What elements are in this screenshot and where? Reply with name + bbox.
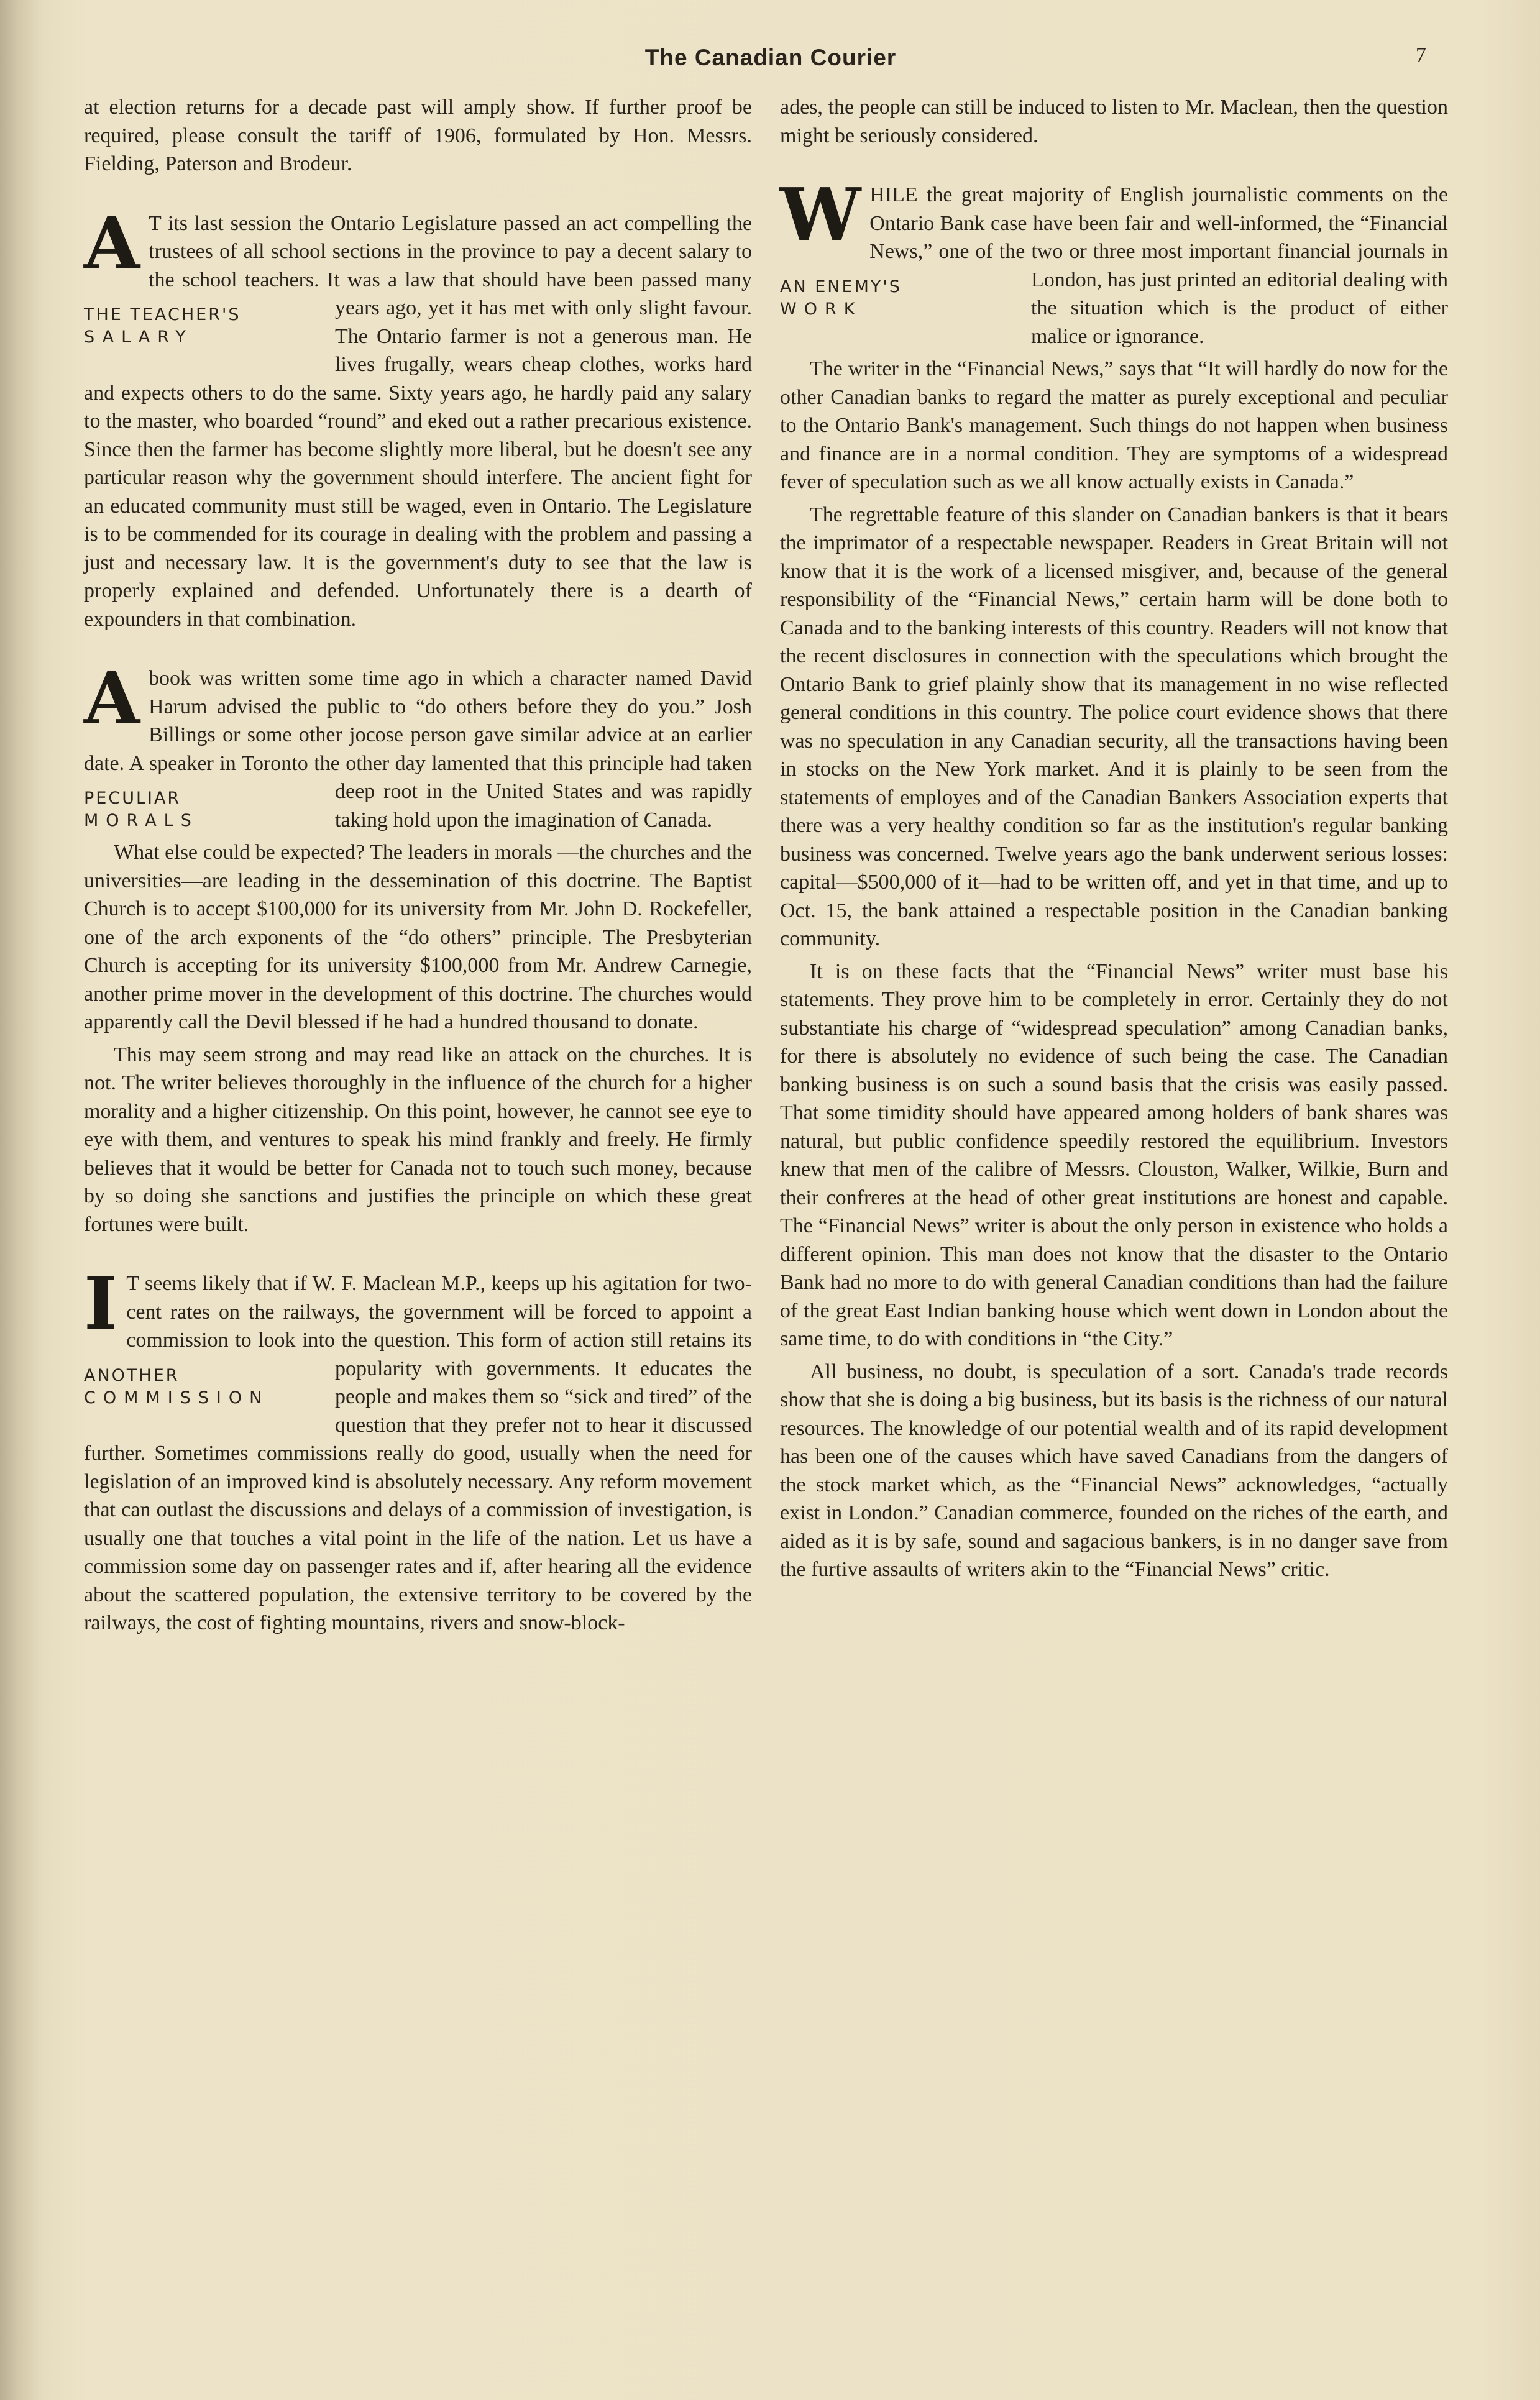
paragraph-text: with the situation which is the product of either malice or ignorance. <box>1031 268 1449 348</box>
side-heading-line: COMMISSION <box>84 1388 270 1408</box>
teachers-salary-opening <box>84 201 752 634</box>
paragraph: The regrettable feature of this slander on Canadian bankers is that it bears the imprimator of a respectable newspaper. Readers in Great Britain will not know that it is the work of a licensed misgiver, and, because of the general responsibility of the “Financial News,” certain harm will be done both to Canada and to the banking interests of this country. Readers will not know that the recent disclosures in connection with the speculations which brought the Ontario Bank to grief plainly show that its management in no wise reflected general conditions in this country. The police court evidence shows that there was no speculation in any Canadian security, all the transactions having been in stocks on the New York market. And it is plainly to be seen from the statements of employes and of the Canadian Bankers Association experts that there was a very healthy condition so far as the institution's regular banking business was concerned. Twelve years ago the bank underwent serious losses: capital—$500,000 of it—had to be written off, and yet in that time, and up to Oct. 15, the bank attained a respectable position in the Canadian banking community. <box>780 503 1448 950</box>
paragraph-text: The Ontario farmer is not a generous man. He lives frugally, wears cheap clothes, works hard and expects others to do the same. Sixty years ago, he hardly paid any salary to the master, who boarded “round” and eked out a rather precarious existence. Since then the farmer has become slightly more liberal, but he doesn't see any particular reason why the government should interfere. The ancient fight for an educated community must still be waged, even in Ontario. The Legislature is to be commended for its courage in dealing with the problem and passing a just and necessary law. It is the government's duty to see that the law is properly explained and defended. Unfortunately there is a dearth of expounders in that combination. <box>84 324 752 631</box>
publication-title: The Canadian Courier <box>644 45 897 70</box>
drop-cap: A <box>84 656 140 741</box>
side-heading-line: WORK <box>780 299 863 319</box>
side-heading-line: AN ENEMY'S <box>780 277 902 296</box>
side-heading-line: PECULIAR <box>84 789 181 808</box>
paragraph-text: HILE the great majority of English journalistic comments on the Ontario Bank case have been fair and well-informed, the “Financial News,” one of the two or three most important financial journals in London, has just printed an editorial dealing <box>869 183 1448 291</box>
paragraph-text: T its last session the Ontario Legislature passed an act compelling the trustees of all school sections in the province to pay a decent salary to the school teachers. It was a law that should have been passed many years ago, yet it has met with only slight favour. <box>149 211 752 319</box>
enemys-work-opening <box>780 173 1449 350</box>
paragraph-text: book was written some time ago in which a character named David Harum advised the public to “do others before they do you.” Josh Billings or some other jocose person gave similar advice at an earlier date. A speaker in Toronto the other day lamented that this principle <box>84 667 752 775</box>
paragraph: What else could be expected? The leaders in morals —the churches and the universities—are leading in the dessemination of this doctrine. The Baptist Church is to accept $100,000 for its university from Mr. John D. Rockefeller, one of the arch exponents of the “do others” principle. The Presbyterian Church is accepting for its university $100,000 from Mr. Andrew Carnegie, another prime mover in the development of this doctrine. The churches would apparently call the Devil blessed if he had a hundred thousand to donate. <box>84 841 752 1033</box>
paragraph-text: It educates the people and makes them so “sick and tired” of the question that they prefer not to hear it discussed further. Sometimes commissions really do good, usually when the need for legislation of an improved kind is absolutely necessary. Any reform movement that can outlast the discussions and delays of a commission of investigation, is usually one that touches a vital point in the life of the nation. Let us have a commission some day on passenger rates and if, after hearing all the evidence about the scattered population, the extensive territory to be covered by the railways, the cost of fighting mountains, rivers and snow-block- <box>84 1357 753 1634</box>
left-column <box>84 93 752 1642</box>
drop-cap: W <box>780 173 861 257</box>
paragraph: It is on these facts that the “Financial News” writer must base his statements. They prove him to be completely in error. Certainly they do not substantiate his charge of “widespread speculation” among Canadian banks, for there is absolutely no evidence of such being the case. The Canadian banking business is on such a sound basis that the crisis was easily passed. That some timidity should have appeared among holders of bank shares was natural, but public confidence speedily restored the equilibrium. Investors knew that men of the calibre of Messrs. Clouston, Walker, Wilkie, Burn and their confreres at the head of other great institutions are honest and capable. The “Financial News” writer is about the only person in existence who holds a different opinion. This man does not know that the disaster to the Ontario Bank had no more to do with general Canadian conditions than had the failure of the great East Indian banking house which went down in London about the same time, to do with conditions in “the City.” <box>780 960 1448 1350</box>
page-number: 7 <box>1416 44 1426 66</box>
paragraph: All business, no doubt, is speculation of a sort. Canada's trade records show that she is doing a big business, but its basis is the richness of our natural resources. The knowledge of our potential wealth and of its rapid development has been one of the causes which have saved Canadians from the dangers of the stock market which, as the “Financial News” acknowledges, “actually exist in London.” Canadian commerce, founded on the riches of the earth, and aided as it is by safe, sound and sagacious bankers, is in no danger save from the furtive assaults of writers akin to the “Financial News” critic. <box>780 1360 1448 1581</box>
side-heading-line: MORALS <box>84 811 199 830</box>
side-heading-line: SALARY <box>84 327 193 347</box>
side-heading-another-commission <box>84 1365 326 1409</box>
continued-paragraph: ades, the people can still be induced to listen to Mr. Maclean, then the question might be seriously considered. <box>780 96 1448 147</box>
side-heading-teachers-salary <box>84 304 326 349</box>
right-column <box>780 93 1448 1588</box>
peculiar-morals-opening <box>84 656 752 834</box>
side-heading-enemys-work <box>780 276 1022 321</box>
drop-cap: I <box>84 1262 118 1346</box>
another-commission-opening <box>84 1262 753 1637</box>
side-heading-line: THE TEACHER'S <box>84 305 241 324</box>
side-heading-line: ANOTHER <box>84 1365 180 1385</box>
running-header <box>87 45 1454 76</box>
paragraph-text: had taken deep root in the United States and was rapidly taking hold upon the imagination of Canada. <box>335 751 752 831</box>
continued-paragraph: at election returns for a decade past will amply show. If further proof be required, please consult the tariff of 1906, formulated by Hon. Messrs. Fielding, Paterson and Brodeur. <box>84 96 752 175</box>
paragraph: The writer in the “Financial News,” says that “It will hardly do now for the other Canadian banks to regard the matter as purely exceptional and peculiar to the Ontario Bank's management. Such things do not happen when business and finance are in a normal condition. They are symptoms of a widespread fever of speculation such as we all know actually exists in Canada.” <box>780 357 1448 493</box>
side-heading-peculiar-morals <box>84 787 326 832</box>
paragraph: This may seem strong and may read like an attack on the churches. It is not. The writer believes thoroughly in the influence of the church for a higher morality and a higher citizenship. On this point, however, he cannot see eye to eye with them, and ventures to speak his mind frankly and freely. He firmly believes that it would be better for Canada not to touch such money, because by so doing she sanctions and justifies the principle on which these great fortunes were built. <box>84 1043 752 1236</box>
drop-cap: A <box>84 201 140 286</box>
paragraph-text: T seems likely that if W. F. Maclean M.P., keeps up his agitation for two-cent rates on the railways, the government will be forced to appoint a commission to look into the question. This form of action still retains its popularity with governments. <box>126 1272 752 1380</box>
